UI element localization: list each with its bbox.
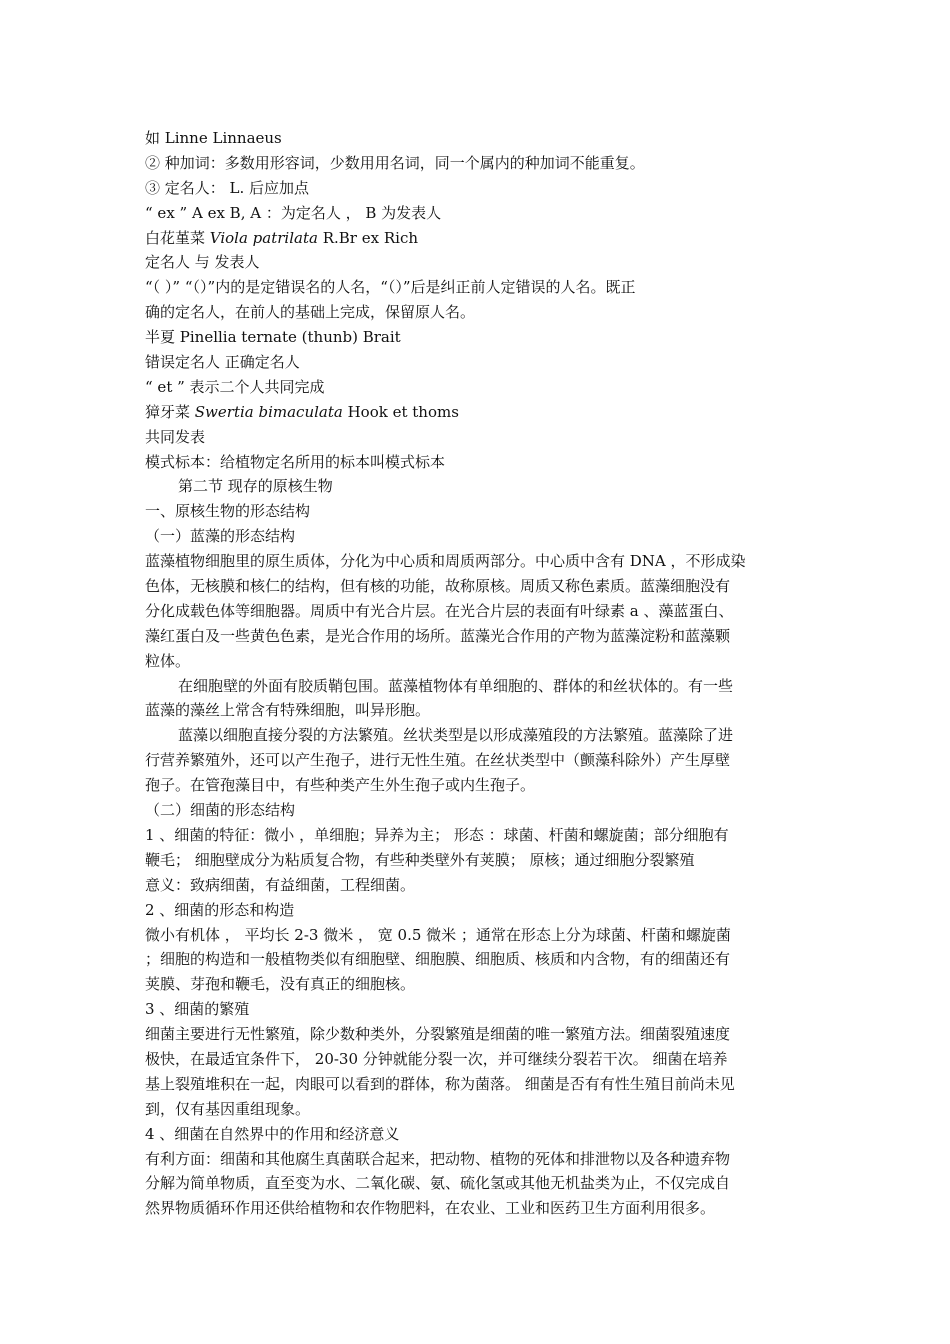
text-line: 粒体。 — [145, 651, 191, 670]
text-line: 确的定名人，在前人的基础上完成，保留原人名。 — [145, 303, 476, 322]
text-line: 到，仅有基因重组现象。 — [145, 1099, 311, 1118]
text-line: ② 种加词：多数用形容词，少数用用名词，同一个属内的种加词不能重复。 — [145, 153, 645, 172]
text-line: 有利方面：细菌和其他腐生真菌联合起来，把动物、植物的死体和排泄物以及各种遗弃物 — [145, 1149, 731, 1168]
latin-name: Swertia bimaculata — [194, 402, 343, 421]
text-line: 蓝藻的藻丝上常含有特殊细胞，叫异形胞。 — [145, 701, 431, 720]
subsection-heading: （二）细菌的形态结构 — [145, 801, 296, 820]
text-line: 然界物质循环作用还供给植物和农作物肥料，在农业、工业和医药卫生方面利用很多。 — [145, 1199, 716, 1218]
text-line: 孢子。在管孢藻目中，有些种类产生外生孢子或内生孢子。 — [145, 776, 536, 795]
text-line: 半夏 Pinellia ternate (thunb) Brait — [145, 328, 401, 347]
text-line: 基上裂殖堆积在一起，肉眼可以看到的群体，称为菌落。 细菌是否有有性生殖目前尚未见 — [145, 1074, 735, 1093]
species-line — [145, 400, 810, 425]
text-line: 极快，在最适宜条件下， 20-30 分钟就能分裂一次，并可继续分裂若干次。 细菌在培养 — [145, 1049, 728, 1068]
text-line: 藻红蛋白及一些黄色色素，是光合作用的场所。蓝藻光合作用的产物为蓝藻淀粉和蓝藻颗 — [145, 626, 731, 645]
text-line: 蓝藻植物细胞里的原生质体，分化为中心质和周质两部分。中心质中含有 DNA ，不形成染 — [145, 552, 746, 571]
text-line: 错误定名人 正确定名人 — [145, 353, 300, 372]
text-line: “ et ” 表示二个人共同完成 — [145, 377, 325, 396]
text-line: 共同发表 — [145, 427, 206, 446]
subsection-heading: 4 、细菌在自然界中的作用和经济意义 — [145, 1124, 400, 1143]
species-line — [145, 226, 810, 251]
text-line: 细菌主要进行无性繁殖，除少数种类外，分裂繁殖是细菌的唯一繁殖方法。细菌裂殖速度 — [145, 1025, 731, 1044]
section-heading: 第二节 现存的原核生物 — [178, 477, 333, 496]
common-name: 白花堇菜 — [145, 228, 210, 247]
text-line: 模式标本：给植物定名所用的标本叫模式标本 — [145, 452, 446, 471]
text-line: ③ 定名人： L. 后应加点 — [145, 178, 310, 197]
text-line: 1 、细菌的特征：微小 ，单细胞；异养为主； 形态 ：球菌、杆菌和螺旋菌；部分细胞有 — [145, 825, 729, 844]
text-line: 蓝藻以细胞直接分裂的方法繁殖。丝状类型是以形成藻殖段的方法繁殖。蓝藻除了进 — [178, 726, 734, 745]
text-line: “ ex ” A ex B, A ：为定名人 ， B 为发表人 — [145, 203, 442, 222]
latin-name: Viola patrilata — [209, 228, 318, 247]
text-line: 如 Linne Linnaeus — [145, 129, 282, 147]
author-name: R.Br ex Rich — [317, 228, 419, 247]
text-line: 行营养繁殖外，还可以产生孢子，进行无性生殖。在丝状类型中（颤藻科除外）产生厚壁 — [145, 751, 731, 770]
text-line: 鞭毛； 细胞壁成分为粘质复合物，有些种类壁外有荚膜； 原核；通过细胞分裂繁殖 — [145, 850, 695, 869]
text-line: 分化成载色体等细胞器。周质中有光合片层。在光合片层的表面有叶绿素 a 、藻蓝蛋白、 — [145, 601, 734, 620]
text-line: 在细胞壁的外面有胶质鞘包围。蓝藻植物体有单细胞的、群体的和丝状体的。有一些 — [178, 676, 734, 695]
text-line: 定名人 与 发表人 — [145, 253, 260, 272]
subsection-heading: （一）蓝藻的形态结构 — [145, 527, 296, 546]
author-name: Hook et thoms — [342, 402, 459, 421]
subsection-heading: 一、原核生物的形态结构 — [145, 502, 311, 521]
common-name: 獐牙菜 — [145, 402, 195, 421]
text-line: 微小有机体 ， 平均长 2-3 微米 ， 宽 0.5 微米 ；通常在形态上分为球菌、杆菌和螺旋菌 — [145, 925, 731, 944]
text-line: 意义：致病细菌，有益细菌，工程细菌。 — [145, 875, 416, 894]
subsection-heading: 2 、细菌的形态和构造 — [145, 900, 295, 919]
subsection-heading: 3 、细菌的繁殖 — [145, 1000, 250, 1019]
text-line: ；细胞的构造和一般植物类似有细胞壁、细胞膜、细胞质、核质和内含物，有的细菌还有 — [145, 950, 731, 969]
document-page — [145, 126, 810, 1221]
text-line: 分解为简单物质，直至变为水、二氧化碳、氨、硫化氢或其他无机盐类为止，不仅完成自 — [145, 1174, 731, 1193]
text-line: 色体，无核膜和核仁的结构，但有核的功能，故称原核。周质又称色素质。蓝藻细胞没有 — [145, 577, 731, 596]
text-line: “（ ）” “（）”内的是定错误名的人名，“（）”后是纠正前人定错误的人名。既正 — [145, 278, 636, 297]
text-line: 荚膜、芽孢和鞭毛，没有真正的细胞核。 — [145, 975, 416, 994]
